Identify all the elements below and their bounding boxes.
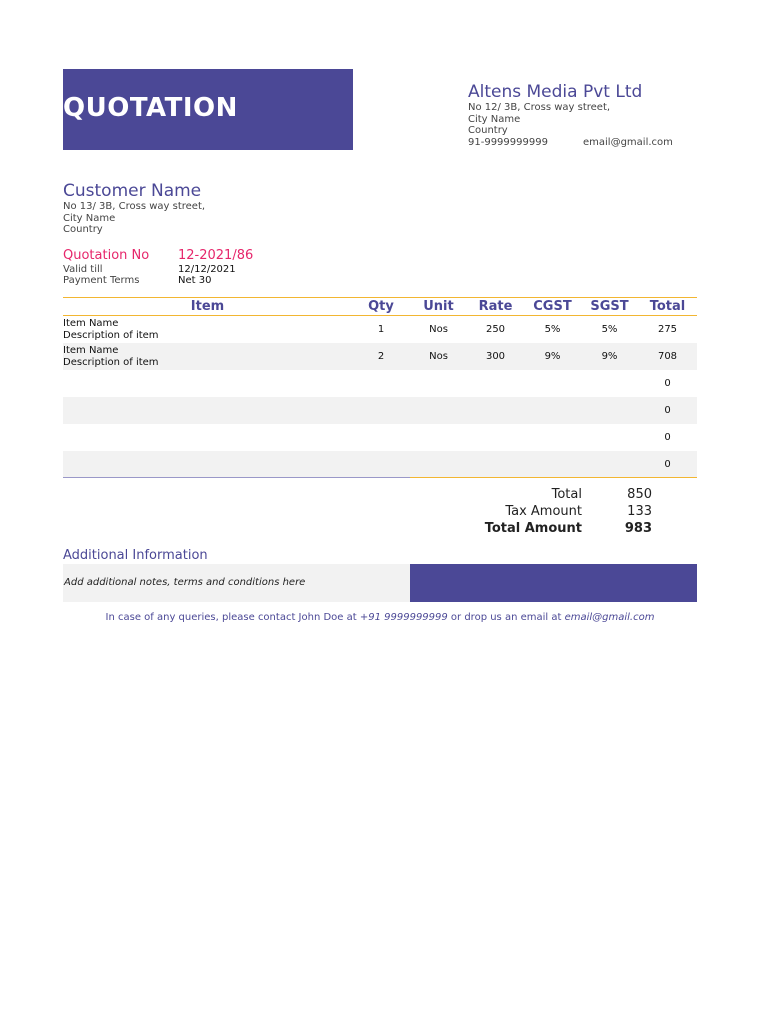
qty-cell [352, 424, 410, 451]
qty-cell [352, 370, 410, 397]
item-description: Description of item [63, 329, 159, 341]
table-bottom-rule-left [63, 477, 410, 478]
table-row [63, 370, 697, 397]
header-total: Total [638, 298, 697, 316]
customer-block [63, 181, 363, 236]
grand-total-label: Total Amount [484, 521, 582, 536]
item-description: Description of item [63, 356, 159, 368]
sgst-cell [581, 370, 638, 397]
table-row [63, 397, 697, 424]
rate-cell [467, 397, 524, 424]
cgst-cell [524, 397, 581, 424]
items-table [63, 297, 697, 478]
payment-terms-value: Net 30 [178, 275, 212, 286]
total-value: 850 [627, 487, 652, 502]
qty-cell: 1 [377, 324, 385, 335]
notes-text: Add additional notes, terms and conditions here [64, 577, 306, 588]
payment-terms-label: Payment Terms [63, 275, 140, 286]
table-header-row [63, 298, 697, 316]
cgst-cell [524, 451, 581, 478]
rate-cell: 250 [485, 324, 506, 335]
item-cell [63, 397, 352, 424]
company-name: Altens Media Pvt Ltd [468, 82, 643, 102]
cgst-cell: 9% [524, 343, 581, 370]
customer-city: City Name [63, 212, 116, 224]
tax-value: 133 [627, 504, 652, 519]
header-sgst: SGST [581, 298, 638, 316]
header-item: Item [63, 298, 352, 316]
unit-cell: Nos [429, 324, 448, 335]
customer-country: Country [63, 224, 103, 235]
total-cell: 0 [638, 397, 697, 424]
item-cell [63, 343, 352, 370]
customer-name: Customer Name [63, 181, 202, 201]
total-cell: 0 [664, 378, 671, 389]
total-cell: 708 [638, 343, 697, 370]
tax-label: Tax Amount [505, 504, 582, 519]
rate-cell [467, 424, 524, 451]
grand-total-row [450, 521, 690, 537]
unit-cell: Nos [410, 343, 467, 370]
header-rate: Rate [467, 298, 524, 316]
company-country: Country [468, 125, 508, 136]
tax-row [450, 504, 690, 520]
grand-total-value: 983 [624, 521, 652, 536]
company-block [468, 82, 708, 148]
unit-cell [410, 424, 467, 451]
sgst-cell: 9% [581, 343, 638, 370]
valid-till-label: Valid till [63, 264, 103, 275]
total-cell: 275 [657, 324, 678, 335]
company-address-line: No 12/ 3B, Cross way street, [468, 102, 611, 113]
table-row [63, 451, 697, 478]
item-name: Item Name [63, 345, 119, 356]
additional-info-title: Additional Information [63, 548, 208, 563]
unit-cell [410, 451, 467, 478]
footer-email: email@gmail.com [564, 612, 655, 623]
table-row [63, 343, 697, 370]
table-row [63, 316, 697, 344]
footer-text-mid: or drop us an email at [447, 612, 565, 623]
signature-box [410, 564, 697, 602]
table-bottom-rule-right [410, 477, 697, 478]
item-name: Item Name [63, 318, 119, 329]
cgst-cell: 5% [544, 324, 561, 335]
rate-cell [467, 451, 524, 478]
quotation-no-value: 12-2021/86 [178, 248, 254, 263]
total-label: Total [551, 487, 582, 502]
total-row [450, 487, 690, 503]
cgst-cell [524, 370, 581, 397]
header-qty: Qty [352, 298, 410, 316]
cgst-cell [524, 424, 581, 451]
document-title: QUOTATION [63, 93, 238, 123]
table-row [63, 424, 697, 451]
company-email: email@gmail.com [583, 137, 673, 148]
item-cell [63, 370, 352, 397]
quotation-no-label: Quotation No [63, 248, 150, 263]
sgst-cell [581, 424, 638, 451]
unit-cell [410, 397, 467, 424]
sgst-cell [581, 397, 638, 424]
rate-cell: 300 [467, 343, 524, 370]
sgst-cell [581, 451, 638, 478]
qty-cell: 2 [352, 343, 410, 370]
item-cell [63, 316, 352, 344]
item-cell [63, 424, 352, 451]
company-phone: 91-9999999999 [468, 136, 548, 148]
sgst-cell: 5% [601, 324, 618, 335]
header-unit: Unit [410, 298, 467, 316]
unit-cell [410, 370, 467, 397]
qty-cell [352, 397, 410, 424]
footer-text-pre: In case of any queries, please contact John Doe at [105, 612, 360, 623]
footer-phone: +91 9999999999 [359, 612, 448, 623]
total-cell: 0 [664, 432, 671, 443]
valid-till-value: 12/12/2021 [178, 264, 236, 275]
item-cell [63, 451, 352, 478]
total-cell: 0 [638, 451, 697, 478]
qty-cell [352, 451, 410, 478]
footer-contact [63, 612, 697, 623]
notes-box [63, 564, 410, 602]
header-cgst: CGST [524, 298, 581, 316]
title-banner [63, 69, 353, 150]
company-city: City Name [468, 113, 521, 125]
rate-cell [467, 370, 524, 397]
customer-address-line: No 13/ 3B, Cross way street, [63, 201, 206, 212]
